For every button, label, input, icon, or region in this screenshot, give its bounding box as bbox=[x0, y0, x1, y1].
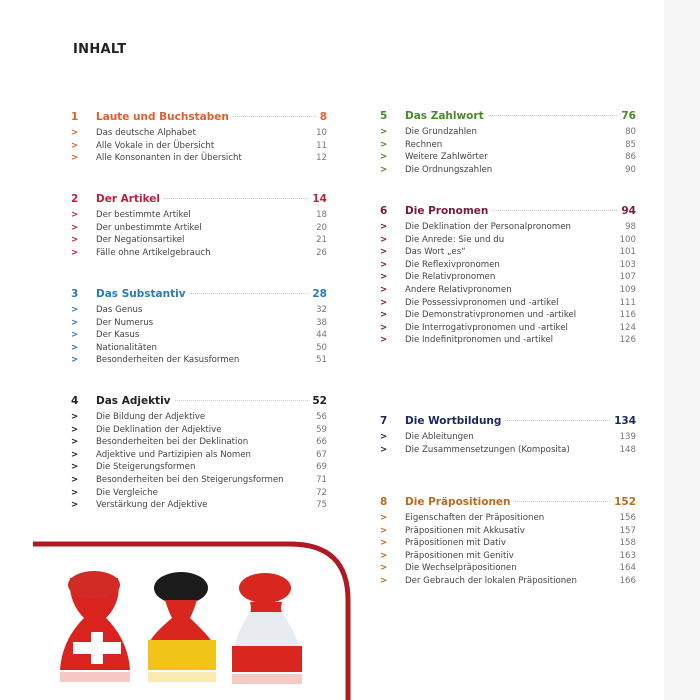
chapter-heading[interactable] bbox=[71, 395, 327, 411]
entry-page: 18 bbox=[316, 210, 327, 220]
entry-page: 164 bbox=[619, 563, 636, 574]
chapter-number: 3 bbox=[71, 288, 79, 300]
german-pawn bbox=[148, 572, 216, 682]
entry-page: 38 bbox=[316, 317, 327, 328]
flag-pawns-photo bbox=[0, 530, 360, 700]
chapter-8 bbox=[380, 496, 636, 588]
entry-page: 75 bbox=[316, 500, 327, 511]
toc-entry[interactable] bbox=[71, 499, 327, 512]
arrow-icon: > bbox=[71, 500, 79, 511]
entry-title: Die Deklination der Personalpronomen bbox=[405, 222, 571, 232]
entry-page: 21 bbox=[316, 235, 327, 246]
toc-entry[interactable] bbox=[71, 152, 327, 165]
toc-entry[interactable] bbox=[380, 151, 636, 164]
chapter-title: Die Pronomen bbox=[405, 205, 489, 217]
chapter-page: 28 bbox=[312, 288, 327, 300]
chapter-4 bbox=[71, 395, 327, 512]
chapter-page: 14 bbox=[312, 193, 327, 205]
entry-page: 103 bbox=[619, 259, 636, 270]
toc-entry[interactable] bbox=[71, 234, 327, 247]
entry-page: 109 bbox=[619, 284, 636, 295]
arrow-icon: > bbox=[380, 259, 388, 270]
chapter-number: 7 bbox=[380, 415, 388, 427]
arrow-icon: > bbox=[380, 247, 388, 258]
entry-title: Die Ableitungen bbox=[405, 432, 474, 442]
entry-page: 66 bbox=[316, 437, 327, 448]
chapter-heading[interactable] bbox=[71, 288, 327, 304]
entry-page: 32 bbox=[316, 305, 327, 315]
chapter-heading[interactable] bbox=[380, 496, 636, 512]
toc-entry[interactable] bbox=[380, 334, 636, 347]
chapter-title: Das Adjektiv bbox=[96, 395, 171, 407]
arrow-icon: > bbox=[71, 128, 79, 138]
entry-title: Die Wechselpräpositionen bbox=[405, 563, 517, 574]
toc-entry[interactable] bbox=[71, 354, 327, 367]
entry-title: Fälle ohne Artikelgebrauch bbox=[96, 247, 211, 258]
dot-leader bbox=[505, 420, 610, 421]
arrow-icon: > bbox=[380, 432, 388, 442]
entry-title: Die Possessivpronomen und -artikel bbox=[405, 297, 559, 308]
chapter-page: 134 bbox=[614, 415, 636, 427]
entry-title: Rechnen bbox=[405, 139, 443, 150]
entry-page: 163 bbox=[619, 550, 636, 561]
entry-title: Die Demonstrativpronomen und -artikel bbox=[405, 310, 577, 321]
arrow-icon: > bbox=[380, 335, 388, 346]
arrow-icon: > bbox=[380, 222, 388, 232]
entry-title: Die Anrede: Sie und du bbox=[405, 234, 505, 245]
arrow-icon: > bbox=[71, 305, 79, 315]
chapter-3 bbox=[71, 288, 327, 367]
entry-title: Die Zusammensetzungen (Komposita) bbox=[405, 444, 570, 455]
toc-entry[interactable] bbox=[71, 461, 327, 474]
entry-page: 80 bbox=[625, 127, 636, 137]
entry-page: 101 bbox=[619, 247, 636, 258]
arrow-icon: > bbox=[71, 153, 79, 164]
entry-title: Die Vergleiche bbox=[96, 487, 158, 498]
entry-page: 67 bbox=[316, 449, 327, 460]
entry-page: 10 bbox=[316, 128, 327, 138]
toc-entry[interactable] bbox=[71, 304, 327, 317]
entry-title: Das deutsche Alphabet bbox=[96, 128, 196, 138]
chapter-heading[interactable] bbox=[71, 193, 327, 209]
arrow-icon: > bbox=[71, 474, 79, 485]
dot-leader bbox=[233, 116, 316, 117]
arrow-icon: > bbox=[380, 513, 388, 523]
entry-title: Besonderheiten bei der Deklination bbox=[96, 437, 249, 448]
entry-page: 51 bbox=[316, 355, 327, 366]
entry-page: 50 bbox=[316, 342, 327, 353]
entry-title: Die Bildung der Adjektive bbox=[96, 412, 206, 422]
entry-page: 100 bbox=[619, 234, 636, 245]
entry-page: 107 bbox=[619, 272, 636, 283]
entry-title: Die Interrogativpronomen und -artikel bbox=[405, 322, 568, 333]
chapter-page: 8 bbox=[319, 111, 327, 123]
arrow-icon: > bbox=[71, 412, 79, 422]
entry-page: 44 bbox=[316, 330, 327, 341]
toc-entry[interactable] bbox=[380, 322, 636, 335]
entry-page: 26 bbox=[316, 247, 327, 258]
entry-title: Besonderheiten bei den Steigerungsformen bbox=[96, 474, 284, 485]
swiss-pawn bbox=[60, 571, 130, 682]
toc-entry[interactable] bbox=[71, 222, 327, 235]
toc-entry[interactable] bbox=[71, 411, 327, 424]
chapter-number: 2 bbox=[71, 193, 79, 205]
arrow-icon: > bbox=[380, 525, 388, 536]
arrow-icon: > bbox=[380, 297, 388, 308]
arrow-icon: > bbox=[380, 164, 388, 175]
arrow-icon: > bbox=[380, 127, 388, 137]
toc-entry[interactable] bbox=[380, 246, 636, 259]
toc-entry[interactable] bbox=[71, 342, 327, 355]
chapter-1 bbox=[71, 111, 327, 165]
chapter-2 bbox=[71, 193, 327, 259]
arrow-icon: > bbox=[380, 444, 388, 455]
entry-page: 86 bbox=[625, 152, 636, 163]
entry-title: Adjektive und Partizipien als Nomen bbox=[96, 449, 251, 460]
arrow-icon: > bbox=[380, 322, 388, 333]
entry-page: 59 bbox=[316, 424, 327, 435]
entry-page: 71 bbox=[316, 474, 327, 485]
entry-title: Die Reflexivpronomen bbox=[405, 259, 500, 270]
toc-entry[interactable] bbox=[71, 436, 327, 449]
entry-title: Besonderheiten der Kasusformen bbox=[96, 355, 240, 366]
chapter-title: Laute und Buchstaben bbox=[96, 111, 229, 123]
toc-entry[interactable] bbox=[71, 449, 327, 462]
arrow-icon: > bbox=[380, 538, 388, 549]
chapter-title: Das Substantiv bbox=[96, 288, 186, 300]
toc-entry[interactable] bbox=[71, 127, 327, 140]
entry-title: Präpositionen mit Genitiv bbox=[405, 550, 514, 561]
entry-page: 72 bbox=[316, 487, 327, 498]
toc-entry[interactable] bbox=[71, 140, 327, 153]
chapter-page: 152 bbox=[614, 496, 636, 508]
arrow-icon: > bbox=[380, 139, 388, 150]
austrian-pawn bbox=[232, 573, 302, 684]
toc-entry[interactable] bbox=[380, 271, 636, 284]
toc-entry[interactable] bbox=[380, 221, 636, 234]
arrow-icon: > bbox=[71, 210, 79, 220]
toc-entry[interactable] bbox=[380, 431, 636, 444]
toc-entry[interactable] bbox=[71, 329, 327, 342]
entry-page: 90 bbox=[625, 164, 636, 175]
dot-leader bbox=[175, 400, 309, 401]
chapter-title: Die Präpositionen bbox=[405, 496, 511, 508]
arrow-icon: > bbox=[71, 317, 79, 328]
chapter-page: 94 bbox=[621, 205, 636, 217]
entry-title: Die Relativpronomen bbox=[405, 272, 496, 283]
chapter-5 bbox=[380, 110, 636, 176]
entry-title: Die Grundzahlen bbox=[405, 127, 477, 137]
entry-page: 56 bbox=[316, 412, 327, 422]
entry-title: Alle Konsonanten in der Übersicht bbox=[96, 153, 242, 164]
entry-title: Alle Vokale in der Übersicht bbox=[96, 140, 215, 151]
toc-entry[interactable] bbox=[380, 259, 636, 272]
chapter-title: Die Wortbildung bbox=[405, 415, 502, 427]
dot-leader bbox=[515, 501, 611, 502]
page-title: INHALT bbox=[73, 42, 127, 57]
toc-entry[interactable] bbox=[71, 487, 327, 500]
entry-title: Präpositionen mit Akkusativ bbox=[405, 525, 525, 536]
dot-leader bbox=[164, 198, 308, 199]
arrow-icon: > bbox=[380, 152, 388, 163]
entry-title: Der Numerus bbox=[96, 317, 154, 328]
arrow-icon: > bbox=[71, 140, 79, 151]
entry-page: 166 bbox=[619, 575, 636, 586]
toc-entry[interactable] bbox=[380, 139, 636, 152]
chapter-heading[interactable] bbox=[71, 111, 327, 127]
arrow-icon: > bbox=[380, 272, 388, 283]
entry-page: 20 bbox=[316, 222, 327, 233]
toc-entry[interactable] bbox=[71, 317, 327, 330]
chapter-title: Das Zahlwort bbox=[405, 110, 484, 122]
entry-title: Die Indefinitpronomen und -artikel bbox=[405, 335, 554, 346]
toc-entry[interactable] bbox=[380, 126, 636, 139]
toc-entry[interactable] bbox=[380, 234, 636, 247]
arrow-icon: > bbox=[71, 222, 79, 233]
entry-page: 148 bbox=[619, 444, 636, 455]
arrow-icon: > bbox=[71, 342, 79, 353]
entry-title: Der Negationsartikel bbox=[96, 235, 185, 246]
dot-leader bbox=[190, 293, 309, 294]
chapter-number: 6 bbox=[380, 205, 388, 217]
chapter-number: 1 bbox=[71, 111, 79, 123]
arrow-icon: > bbox=[71, 487, 79, 498]
entry-title: Nationalitäten bbox=[96, 342, 157, 353]
toc-entry[interactable] bbox=[380, 512, 636, 525]
entry-title: Der bestimmte Artikel bbox=[96, 210, 191, 220]
chapter-page: 52 bbox=[312, 395, 327, 407]
toc-entry[interactable] bbox=[380, 562, 636, 575]
chapter-page: 76 bbox=[621, 110, 636, 122]
arrow-icon: > bbox=[380, 550, 388, 561]
entry-title: Präpositionen mit Dativ bbox=[405, 538, 506, 549]
chapter-number: 5 bbox=[380, 110, 388, 122]
entry-title: Die Steigerungsformen bbox=[96, 462, 196, 473]
arrow-icon: > bbox=[71, 355, 79, 366]
entry-page: 69 bbox=[316, 462, 327, 473]
toc-entry[interactable] bbox=[380, 164, 636, 177]
arrow-icon: > bbox=[71, 235, 79, 246]
entry-title: Der Kasus bbox=[96, 330, 140, 341]
entry-page: 156 bbox=[619, 513, 636, 523]
entry-title: Der unbestimmte Artikel bbox=[96, 222, 202, 233]
entry-title: Das Genus bbox=[96, 305, 143, 315]
entry-page: 157 bbox=[619, 525, 636, 536]
toc-entry[interactable] bbox=[71, 209, 327, 222]
toc-entry[interactable] bbox=[380, 525, 636, 538]
entry-page: 126 bbox=[619, 335, 636, 346]
chapter-6 bbox=[380, 205, 636, 347]
toc-entry[interactable] bbox=[71, 424, 327, 437]
chapter-heading[interactable] bbox=[380, 415, 636, 431]
arrow-icon: > bbox=[71, 449, 79, 460]
page-edge bbox=[664, 0, 700, 700]
arrow-icon: > bbox=[71, 424, 79, 435]
entry-title: Die Ordnungszahlen bbox=[405, 164, 493, 175]
entry-page: 124 bbox=[619, 322, 636, 333]
entry-page: 116 bbox=[619, 310, 636, 321]
arrow-icon: > bbox=[380, 234, 388, 245]
entry-page: 98 bbox=[625, 222, 636, 232]
chapter-title: Der Artikel bbox=[96, 193, 161, 205]
entry-page: 85 bbox=[625, 139, 636, 150]
chapter-heading[interactable] bbox=[380, 205, 636, 221]
toc-entry[interactable] bbox=[380, 550, 636, 563]
arrow-icon: > bbox=[380, 284, 388, 295]
arrow-icon: > bbox=[71, 462, 79, 473]
toc-entry[interactable] bbox=[380, 297, 636, 310]
arrow-icon: > bbox=[380, 310, 388, 321]
chapter-heading[interactable] bbox=[380, 110, 636, 126]
arrow-icon: > bbox=[380, 563, 388, 574]
chapter-number: 4 bbox=[71, 395, 79, 407]
entry-title: Das Wort „es“ bbox=[405, 247, 466, 258]
chapter-7 bbox=[380, 415, 636, 456]
entry-title: Der Gebrauch der lokalen Präpositionen bbox=[405, 575, 577, 586]
dot-leader bbox=[492, 210, 617, 211]
toc-entry[interactable] bbox=[71, 474, 327, 487]
entry-page: 139 bbox=[619, 432, 636, 442]
entry-title: Weitere Zahlwörter bbox=[405, 152, 488, 163]
toc-entry[interactable] bbox=[380, 444, 636, 457]
chapter-number: 8 bbox=[380, 496, 388, 508]
entry-page: 158 bbox=[619, 538, 636, 549]
arrow-icon: > bbox=[71, 330, 79, 341]
arrow-icon: > bbox=[71, 247, 79, 258]
arrow-icon: > bbox=[71, 437, 79, 448]
entry-title: Die Deklination der Adjektive bbox=[96, 424, 222, 435]
entry-title: Andere Relativpronomen bbox=[405, 284, 512, 295]
entry-page: 111 bbox=[619, 297, 636, 308]
entry-page: 12 bbox=[316, 153, 327, 164]
toc-entry[interactable] bbox=[71, 247, 327, 260]
entry-title: Verstärkung der Adjektive bbox=[96, 500, 208, 511]
arrow-icon: > bbox=[380, 575, 388, 586]
toc-entry[interactable] bbox=[380, 284, 636, 297]
toc-entry[interactable] bbox=[380, 309, 636, 322]
entry-title: Eigenschaften der Präpositionen bbox=[405, 513, 545, 523]
toc-entry[interactable] bbox=[380, 575, 636, 588]
entry-page: 11 bbox=[316, 140, 327, 151]
dot-leader bbox=[488, 115, 618, 116]
toc-entry[interactable] bbox=[380, 537, 636, 550]
